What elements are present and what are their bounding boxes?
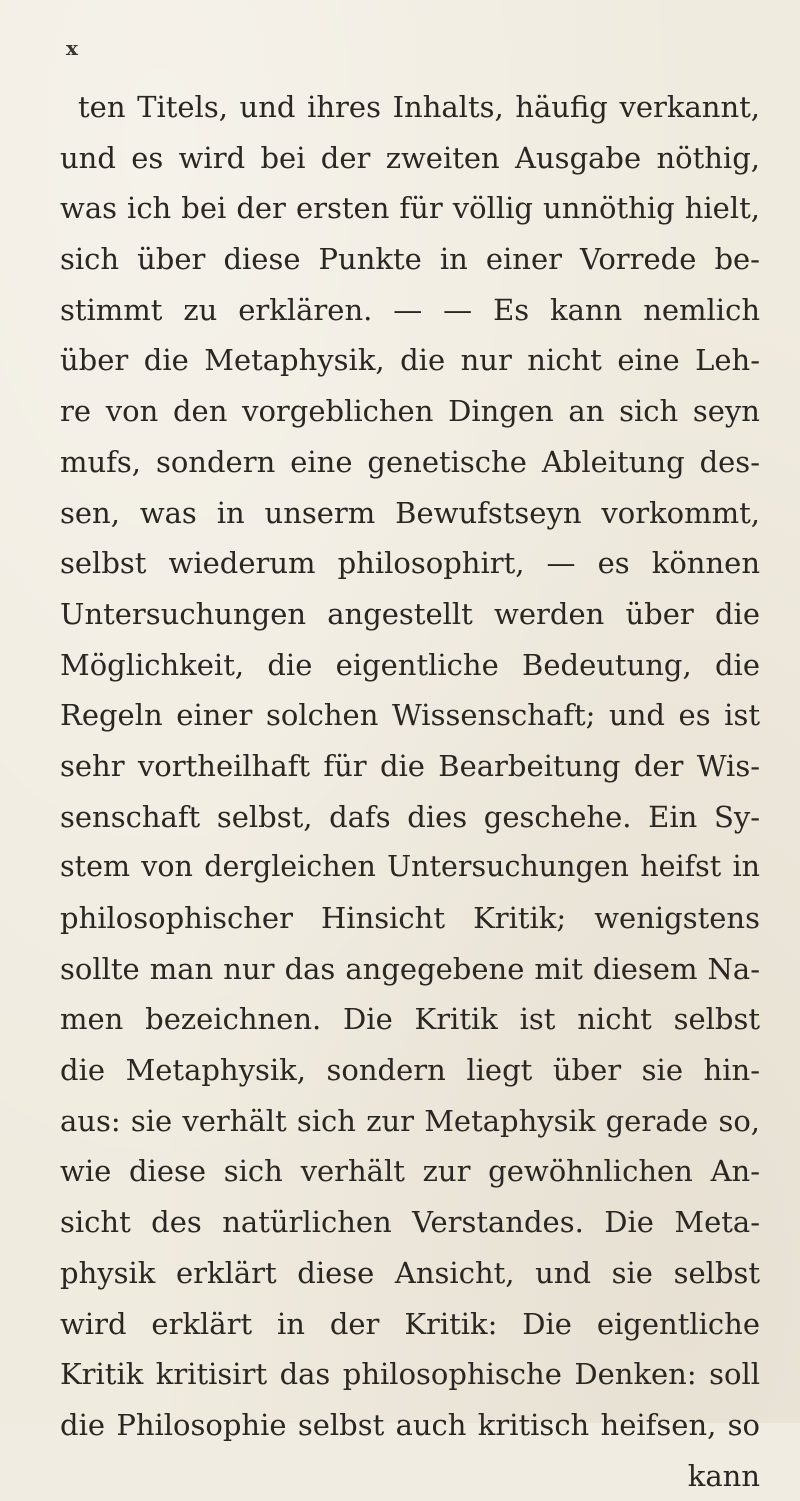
text-line: stem von dergleichen Untersuchungen heifst in (60, 850, 760, 884)
text-line: ten Titels, und ihres Inhalts, häufig verkannt, (78, 90, 760, 124)
text-line: die Philosophie selbst auch kritisch heifsen, so (60, 1407, 760, 1442)
text-line: aus: sie verhält sich zur Metaphysik gerade so, (60, 1103, 760, 1138)
text-line: sehr vortheilhaft für die Bearbeitung der Wis- (60, 748, 760, 783)
text-line: sicht des natürlichen Verstandes. Die Meta- (60, 1205, 760, 1240)
text-line: re von den vorgeblichen Dingen an sich seyn (60, 394, 760, 429)
text-line: Regeln einer solchen Wissenschaft; und es ist (60, 698, 760, 733)
text-line: Kritik kritisirt das philosophische Denken: soll (60, 1357, 760, 1392)
text-line: stimmt zu erklären. — — Es kann nemlich (60, 292, 760, 327)
text-line: Untersuchungen angestellt werden über die (60, 596, 760, 631)
page-number: x (66, 36, 79, 60)
text-line: sen, was in unserm Bewufstseyn vorkommt, (60, 495, 760, 530)
text-line: philosophischer Hinsicht Kritik; wenigstens (60, 901, 760, 935)
text-line: die Metaphysik, sondern liegt über sie hin- (60, 1053, 760, 1088)
text-line: wie diese sich verhält zur gewöhnlichen An- (60, 1154, 760, 1189)
text-line: über die Metaphysik, die nur nicht eine Leh- (60, 343, 760, 378)
text-line: wird erklärt in der Kritik: Die eigentliche (60, 1306, 760, 1341)
text-line: men bezeichnen. Die Kritik ist nicht selbst (60, 1002, 760, 1037)
text-line: physik erklärt diese Ansicht, und sie selbst (60, 1255, 760, 1290)
text-line: was ich bei der ersten für völlig unnöthig hielt, (60, 191, 760, 226)
text-line: senschaft selbst, dafs dies geschehe. Ein Sy- (60, 799, 760, 834)
text-line: sich über diese Punkte in einer Vorrede be- (60, 242, 760, 277)
text-line: selbst wiederum philosophirt, — es können (60, 546, 760, 581)
text-line: und es wird bei der zweiten Ausgabe nöthig, (60, 140, 760, 175)
text-line: mufs, sondern eine genetische Ableitung des- (60, 444, 760, 479)
text-line: sollte man nur das angegebene mit diesem Na- (60, 951, 760, 986)
text-line: Möglichkeit, die eigentliche Bedeutung, die (60, 647, 760, 682)
catchword: kann (687, 1458, 760, 1493)
body-text (60, 82, 760, 1501)
